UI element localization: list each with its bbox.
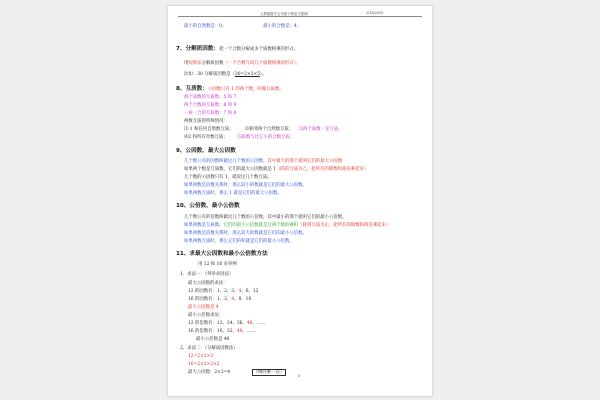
s11-f3note: （相同乘一次） xyxy=(253,370,285,375)
s9-l2a: 如果两个数是互质数 xyxy=(184,167,224,172)
s8-l6a: ⑷2 和所有奇数互质； xyxy=(184,135,228,140)
s8-l5 xyxy=(184,127,343,133)
s10-l2 xyxy=(184,223,390,229)
s7-def: 把一个合数分解成多个质数相乘的形式。 xyxy=(219,47,299,52)
s9-l2c: （除的互质为乙，把所有的除数和商连乘起来） xyxy=(276,167,369,172)
s7-method-a: 用 xyxy=(184,61,189,66)
s10-heading-line xyxy=(176,203,240,210)
s8-l3: 一质一合的互质数：7 和 8 xyxy=(184,111,237,116)
s11-gcd: 最大公因数是 4 xyxy=(188,305,219,310)
s8-l6 xyxy=(184,135,294,141)
s8-l5c: ⑶两个质数一定互质； xyxy=(298,127,343,132)
s11-m16b: 48 xyxy=(236,329,243,334)
s7-line xyxy=(176,46,298,53)
s11-heading: 11、求最大公因数和最小公倍数方法 xyxy=(176,251,268,257)
s10-heading: 10、公倍数、最小公倍数 xyxy=(176,203,240,209)
s9-l2b: ，它们的最大公因数就是 1 xyxy=(223,167,277,172)
s9-l5: 如果两数互质时，那么 1 就是它们的最大公因数。 xyxy=(184,191,282,196)
s11-f1: 12=2×2×3 xyxy=(188,354,214,359)
s11-f3 xyxy=(188,370,286,376)
s11-f12c: 、6、12 xyxy=(241,289,259,294)
s8-line xyxy=(176,86,284,93)
s9-heading: 9、公因数、最大公因数 xyxy=(176,148,236,154)
s7-method-b: 短除法 xyxy=(188,61,202,66)
s11-m2: 2、求法二：（分解质因数法） xyxy=(180,346,238,351)
s10-l2c: （除到互质为止，把所有的除数和商连乘起来） xyxy=(298,223,391,228)
min-composite-label: 最小的合数是： xyxy=(263,24,294,29)
s8-l2: 两个合数的互质数：8 和 9 xyxy=(184,103,237,108)
s10-l2a: 如果两数是互质数 xyxy=(184,223,220,228)
s11-m1a: 最大公因数的求法： xyxy=(188,281,228,286)
s9-heading-line xyxy=(176,148,236,155)
page-header xyxy=(168,6,432,26)
s7-method-d: （一个合数写成几个质数相乘的形式）。 xyxy=(223,61,301,66)
s9-l1 xyxy=(184,159,342,165)
s11-m16 xyxy=(188,329,256,335)
s11-f12 xyxy=(188,289,258,295)
s7-example-a: 比如： xyxy=(184,72,198,77)
min-composite-value: 4； xyxy=(293,24,302,29)
s11-f16b: 4 xyxy=(231,297,235,302)
document-page xyxy=(168,6,432,396)
top-line xyxy=(184,24,301,30)
s11-lcm: 最小公倍数是 48 xyxy=(196,337,230,342)
s11-m12 xyxy=(188,321,266,327)
s11-f16a: 16 的因数有：1、2、 xyxy=(188,297,232,302)
s11-f12b: 4 xyxy=(238,289,242,294)
s9-l1a: 几个数公有的因数叫做这几个数的公因数 xyxy=(184,159,264,164)
s11-m12b: 48 xyxy=(246,321,253,326)
s8-l6b: ⑸质数与比它小的合数互质； xyxy=(237,135,295,140)
s11-m1: 1、求法一：（列举求因法） xyxy=(180,272,234,277)
s9-l2 xyxy=(184,167,368,173)
header-title: 人教版数学五年级下册复习提纲 xyxy=(260,12,308,16)
min-prime-label: 最小的自然数是： xyxy=(184,24,220,29)
s7-example-d: ）。 xyxy=(259,72,267,77)
s8-l5a: ⑴ 1 和任何自然数互质； xyxy=(184,127,234,132)
s11-f2: 16=2×2×2×2 xyxy=(188,362,220,367)
min-prime-value: 0； xyxy=(219,24,227,29)
s7-example xyxy=(184,72,267,78)
page-number: 5 xyxy=(298,374,301,378)
s9-l3: 几个数的公因数只有 1，就说这几个数互质。 xyxy=(184,175,272,180)
s8-l5b: ⑵相邻两个自然数互质； xyxy=(244,127,294,132)
s7-method-c: 分解质因数 xyxy=(201,61,224,66)
s8-heading: 8、互质数： xyxy=(176,86,208,92)
s11-f3-text: 最大公因数：2×2=4 xyxy=(188,370,231,375)
s10-l1: 几个数公有的倍数叫做这几个数的公倍数，其中最小的那个就叫它们的最小公倍数。 xyxy=(184,215,347,220)
header-date: 2/18/2020 xyxy=(366,11,384,15)
s11-lcm-title: 最小公倍数求法： xyxy=(188,313,224,318)
s10-l2b: ，它们的最小公倍数就是这两个数的乘积 xyxy=(219,223,299,228)
header-rule xyxy=(178,16,422,17)
s11-heading-line xyxy=(176,251,268,258)
s11-m16c: 、…… xyxy=(242,329,256,334)
s11-intro: 用 12 和 16 来举例 xyxy=(198,262,237,267)
s11-m12a: 12 的倍数有：12、24、36、 xyxy=(188,321,247,326)
s7-example-b: 30 分解质因数是（ xyxy=(197,72,235,77)
s8-l1: 两个质数的互质数：5 和 7 xyxy=(184,95,237,100)
s11-f16 xyxy=(188,297,251,303)
s10-l4: 如果两数互质时，那么它们的积就是它们的最小公倍数。 xyxy=(184,239,294,244)
s9-l4: 如果两数是倍数关系时，那么较小的数就是它们的最大公因数。 xyxy=(184,183,307,188)
s7-example-c: 30=2×3×5 xyxy=(234,72,260,77)
s9-l1b: 。其中最大的那个就叫它们的最大公因数 xyxy=(263,159,343,164)
s8-l4: 两数互质的特殊情况： xyxy=(184,119,228,124)
s7-heading: 7、分解质因数： xyxy=(176,46,220,52)
s10-l3: 如果两数是倍数关系时，那么较大的数就是它们的最小公倍数。 xyxy=(184,231,307,236)
s7-method xyxy=(184,61,300,67)
s11-m12c: 、…… xyxy=(252,321,266,326)
s11-f12a: 12 的因数有：1、2、3、 xyxy=(188,289,239,294)
s8-def: 公因数只有 1 的两个数，叫做互质数。 xyxy=(207,87,284,92)
s11-m16a: 16 的倍数有：16、32、 xyxy=(188,329,237,334)
s11-f16c: 、8、16 xyxy=(234,297,252,302)
